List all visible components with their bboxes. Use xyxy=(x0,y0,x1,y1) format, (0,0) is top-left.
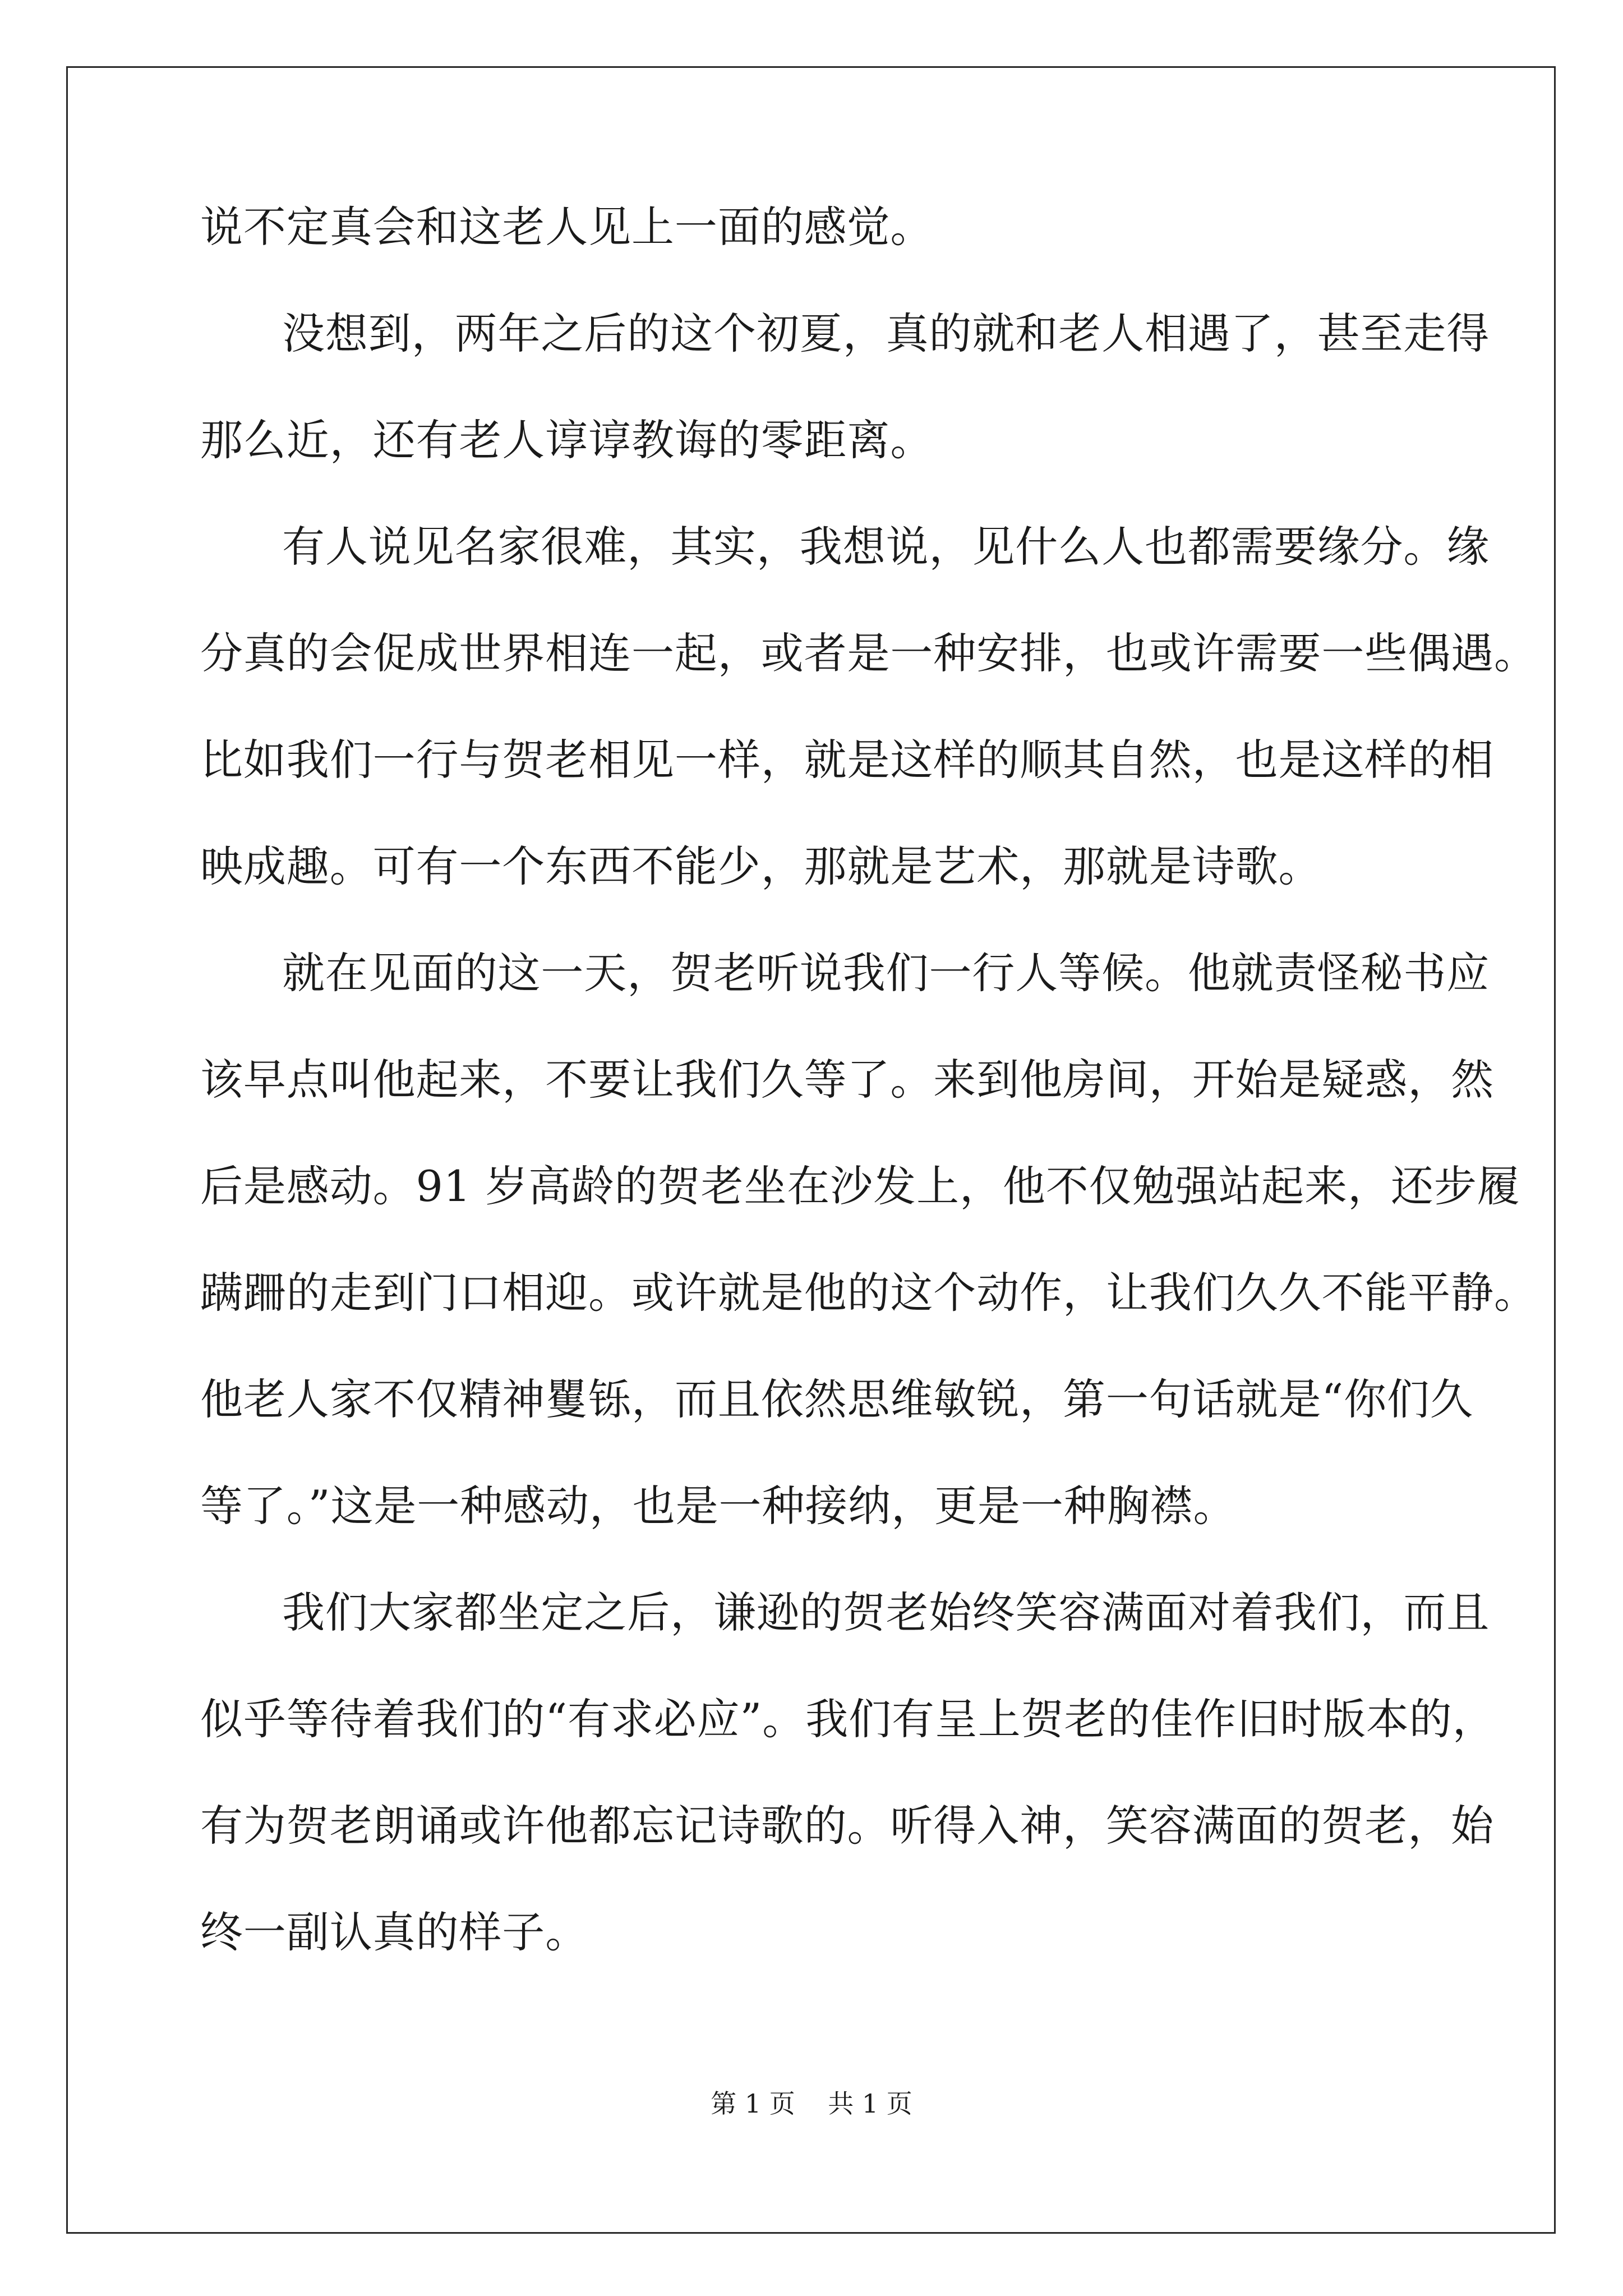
paragraph-first-line: 有人说见名家很难，其实，我想说，见什么人也都需要缘分。缘 xyxy=(282,522,1490,572)
paragraph-first-line: 没想到，两年之后的这个初夏，真的就和老人相遇了，甚至走得 xyxy=(282,309,1490,358)
text-line: 他老人家不仅精神矍铄，而且依然思维敏锐，第一句话就是“你们久 xyxy=(200,1374,1473,1424)
text-line: 有为贺老朗诵或许他都忘记诗歌的。听得入神，笑容满面的贺老，始 xyxy=(200,1801,1494,1851)
text-line: 分真的会促成世界相连一起，或者是一种安排，也或许需要一些偶遇。 xyxy=(200,628,1537,678)
text-line: 似乎等待着我们的“有求必应”。我们有呈上贺老的佳作旧时版本的， xyxy=(200,1694,1496,1744)
text-line: 蹒跚的走到门口相迎。或许就是他的这个动作，让我们久久不能平静。 xyxy=(200,1268,1537,1318)
text-line: 那么近，还有老人谆谆教诲的零距离。 xyxy=(200,415,934,465)
text-line: 等了。”这是一种感动，也是一种接纳，更是一种胸襟。 xyxy=(200,1481,1237,1531)
page-number-footer: 第 1 页 共 1 页 xyxy=(711,2088,912,2119)
text-line: 映成趣。可有一个东西不能少，那就是艺术，那就是诗歌。 xyxy=(200,841,1322,891)
paragraph-first-line: 我们大家都坐定之后，谦逊的贺老始终笑容满面对着我们，而且 xyxy=(282,1588,1490,1637)
text-line: 比如我们一行与贺老相见一样，就是这样的顺其自然，也是这样的相 xyxy=(200,735,1494,785)
text-line: 该早点叫他起来，不要让我们久等了。来到他房间，开始是疑惑，然 xyxy=(200,1055,1494,1105)
paragraph-first-line: 就在见面的这一天，贺老听说我们一行人等候。他就责怪秘书应 xyxy=(282,948,1490,998)
text-line: 后是感动。91 岁高龄的贺老坐在沙发上，他不仅勉强站起来，还步履 xyxy=(200,1161,1520,1211)
text-line: 说不定真会和这老人见上一面的感觉。 xyxy=(200,202,934,252)
text-line: 终一副认真的样子。 xyxy=(200,1907,589,1957)
